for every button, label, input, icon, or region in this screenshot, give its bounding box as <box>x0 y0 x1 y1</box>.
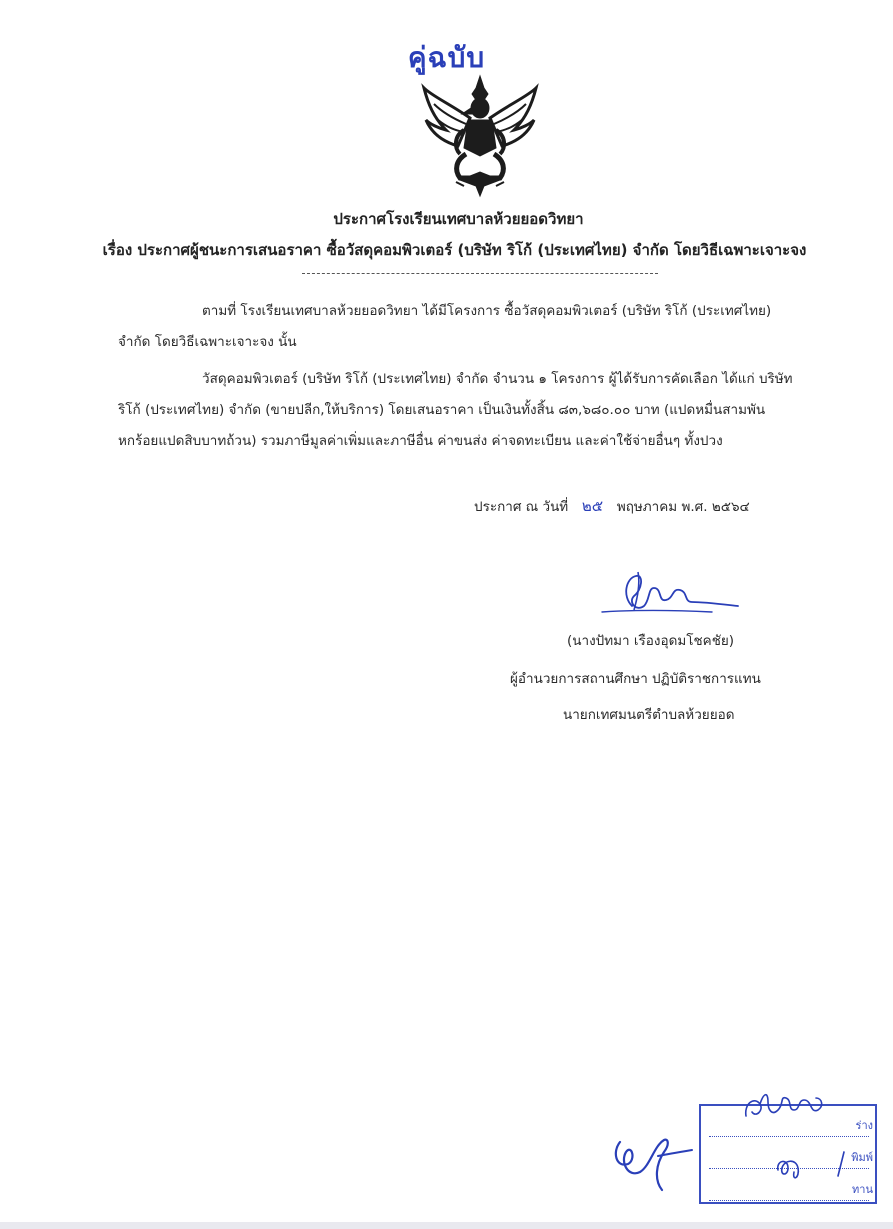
director-signature <box>592 566 742 622</box>
title-divider <box>302 273 658 274</box>
body-paragraph-2-line-1: วัสดุคอมพิวเตอร์ (บริษัท ริโก้ (ประเทศไทย) จำกัด จำนวน ๑ โครงการ ผู้ได้รับการคัดเลือก ได้แก่ บริษัท <box>202 371 793 387</box>
body-paragraph-1-line-1: ตามที่ โรงเรียนเทศบาลห้วยยอดวิทยา ได้มีโครงการ ซื้อวัสดุคอมพิวเตอร์ (บริษัท ริโก้ (ประเทศไทย) <box>202 303 772 319</box>
routing-signature-draft <box>738 1086 828 1130</box>
routing-signature-typed <box>770 1150 820 1190</box>
routing-label-draft: ร่าง <box>855 1119 873 1132</box>
announce-date-line <box>474 494 750 518</box>
routing-label-typed: พิมพ์ <box>851 1151 873 1164</box>
handwritten-initials <box>606 1112 696 1202</box>
copy-stamp: คู่ฉบับ <box>407 41 486 74</box>
signatory-name: (นางปัทมา เรืองอุดมโชคชัย) <box>567 633 735 649</box>
body-paragraph-2-line-2: ริโก้ (ประเทศไทย) จำกัด (ขายปลีก,ให้บริการ) โดยเสนอราคา เป็นเงินทั้งสิ้น ๘๓,๖๘๐.๐๐ บาท (แปดหมื่นสามพัน <box>118 402 766 418</box>
signatory-position-1: ผู้อำนวยการสถานศึกษา ปฏิบัติราชการแทน <box>510 671 761 687</box>
routing-tick-mark <box>832 1150 852 1178</box>
garuda-emblem-icon <box>420 74 540 198</box>
announcement-title: ประกาศโรงเรียนเทศบาลห้วยยอดวิทยา <box>333 210 584 228</box>
scan-bottom-edge <box>0 1222 893 1229</box>
body-paragraph-1-line-2: จำกัด โดยวิธีเฉพาะเจาะจง นั้น <box>118 334 297 350</box>
announce-date-day-handwritten: ๒๕ <box>581 497 604 515</box>
body-paragraph-2-line-3: หกร้อยแปดสิบบาทถ้วน) รวมภาษีมูลค่าเพิ่มและภาษีอื่น ค่าขนส่ง ค่าจดทะเบียน และค่าใช้จ่ายอื่นๆ ทั้งปวง <box>118 433 723 449</box>
announce-date-prefix: ประกาศ ณ วันที่ <box>474 499 569 515</box>
announcement-subject: เรื่อง ประกาศผู้ชนะการเสนอราคา ซื้อวัสดุคอมพิวเตอร์ (บริษัท ริโก้ (ประเทศไทย) จำกัด โดยวิธีเฉพาะเจาะจง <box>102 241 807 259</box>
routing-label-proofread: ทาน <box>852 1183 873 1196</box>
signatory-position-2: นายกเทศมนตรีตำบลห้วยยอด <box>563 707 735 723</box>
announce-date-month-year: พฤษภาคม พ.ศ. ๒๕๖๔ <box>616 499 750 515</box>
